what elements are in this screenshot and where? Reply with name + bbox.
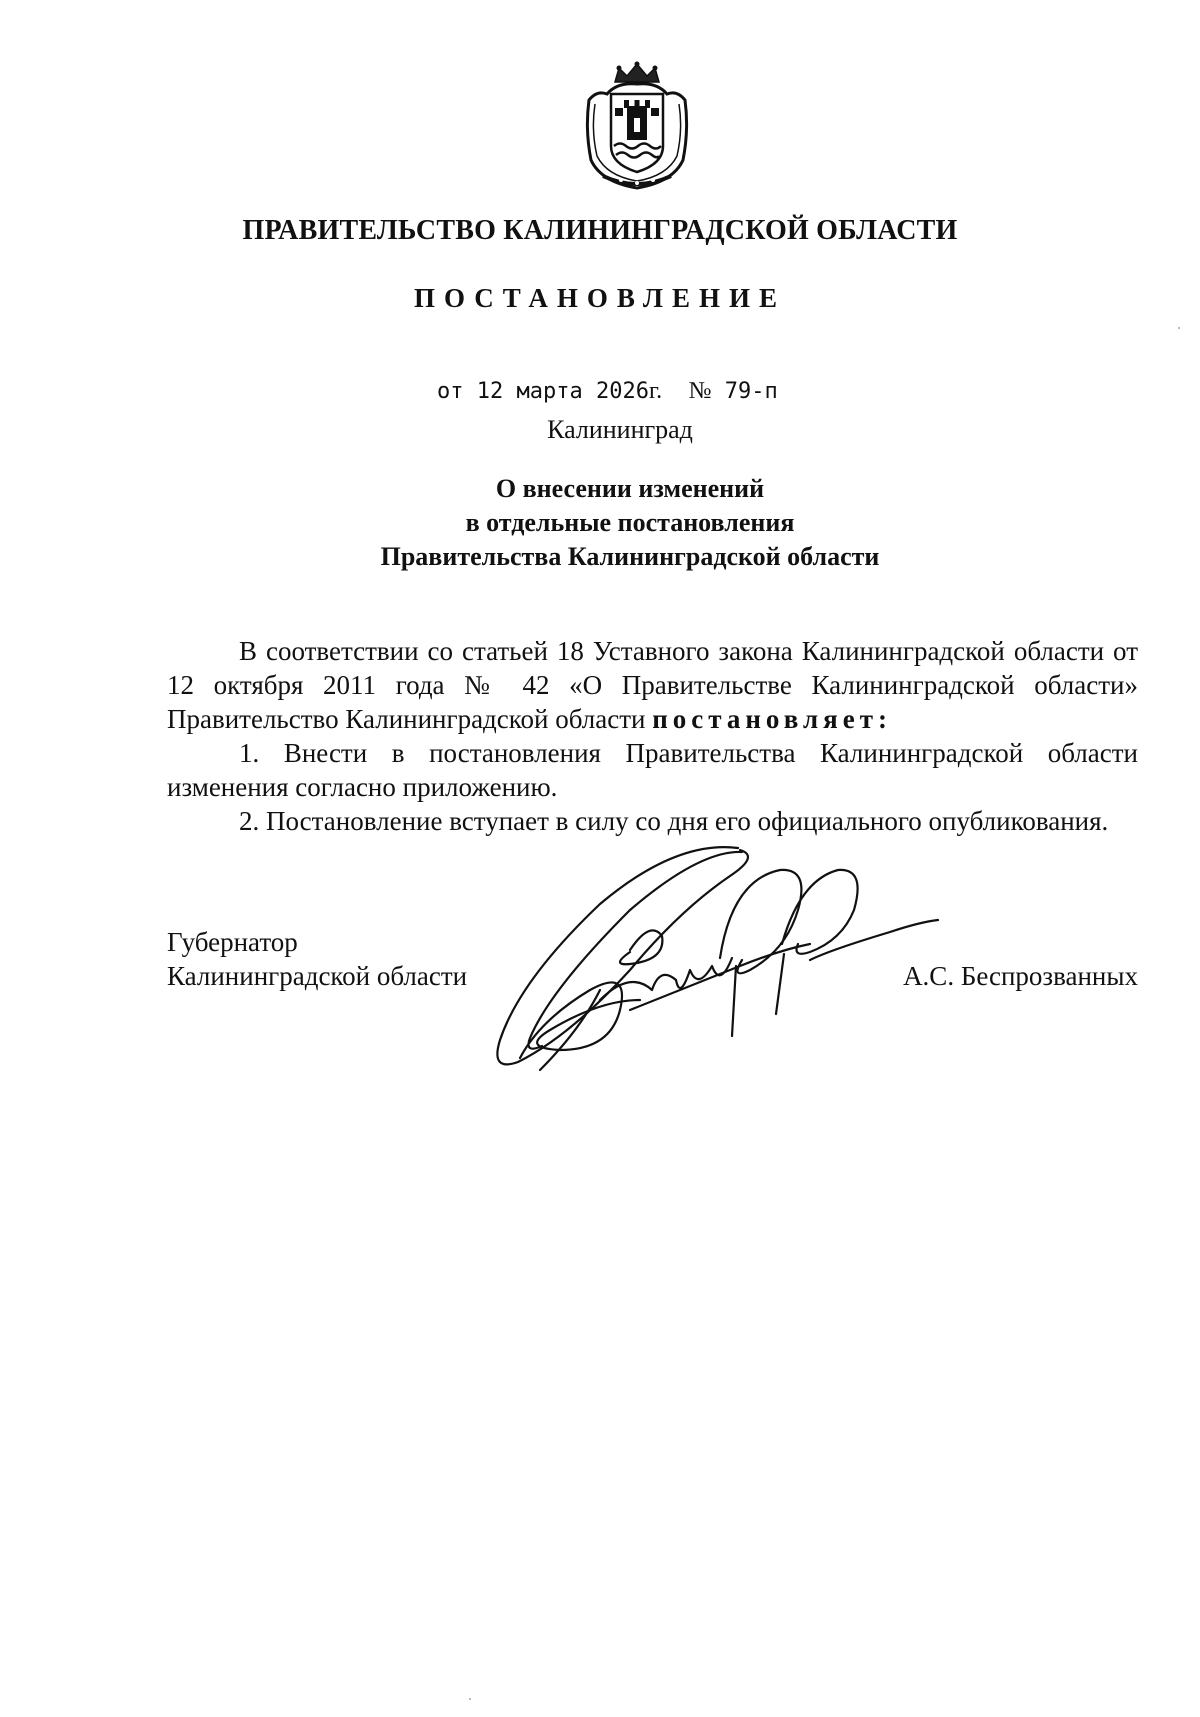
document-body [167,634,1138,838]
signatory-position [167,925,467,993]
position-line-1: Губернатор [167,927,298,957]
preamble-text: В соответствии со статьей 18 Уставного закона Калининградской области от 12 октября 2011 года № 42 «О Правительстве Калининградской области» Правительство Калининградской области [167,636,1138,734]
position-line-2: Калининградской области [167,961,468,991]
date-prefix: от [437,379,464,404]
kaliningrad-coat-of-arms-icon [581,60,693,190]
organization-title: ПРАВИТЕЛЬСТВО КАЛИНИНГРАДСКОЙ ОБЛАСТИ [242,215,958,246]
number-sign: № [688,378,712,404]
scan-speck [1178,327,1180,329]
document-year: 2026 [595,379,649,404]
document-subject [0,472,1200,574]
item-2-paragraph: 2. Постановление вступает в силу со дня его официального опубликования. [239,806,1109,836]
handwritten-signature-icon [480,840,940,1080]
subject-line-3: Правительства Калининградской области [380,542,880,571]
preamble-paragraph [167,634,1138,736]
year-suffix: г. [648,378,663,404]
document-date: 12 марта [476,379,583,404]
city-name: Калининград [547,415,693,444]
registration-line [437,378,778,405]
scan-speck [469,1698,471,1700]
subject-line-1: О внесении изменений [495,474,765,503]
document-type-title: ПОСТАНОВЛЕНИЕ [413,283,787,313]
signatory-name: А.С. Беспрозванных [903,961,1138,991]
subject-line-2: в отдельные постановления [465,508,795,537]
document-number: 79-п [724,379,778,404]
item-1-paragraph: 1. Внести в постановления Правительства Калининградской области изменения согласно приложению. [167,738,1138,802]
decree-word: постановляет: [652,704,892,734]
